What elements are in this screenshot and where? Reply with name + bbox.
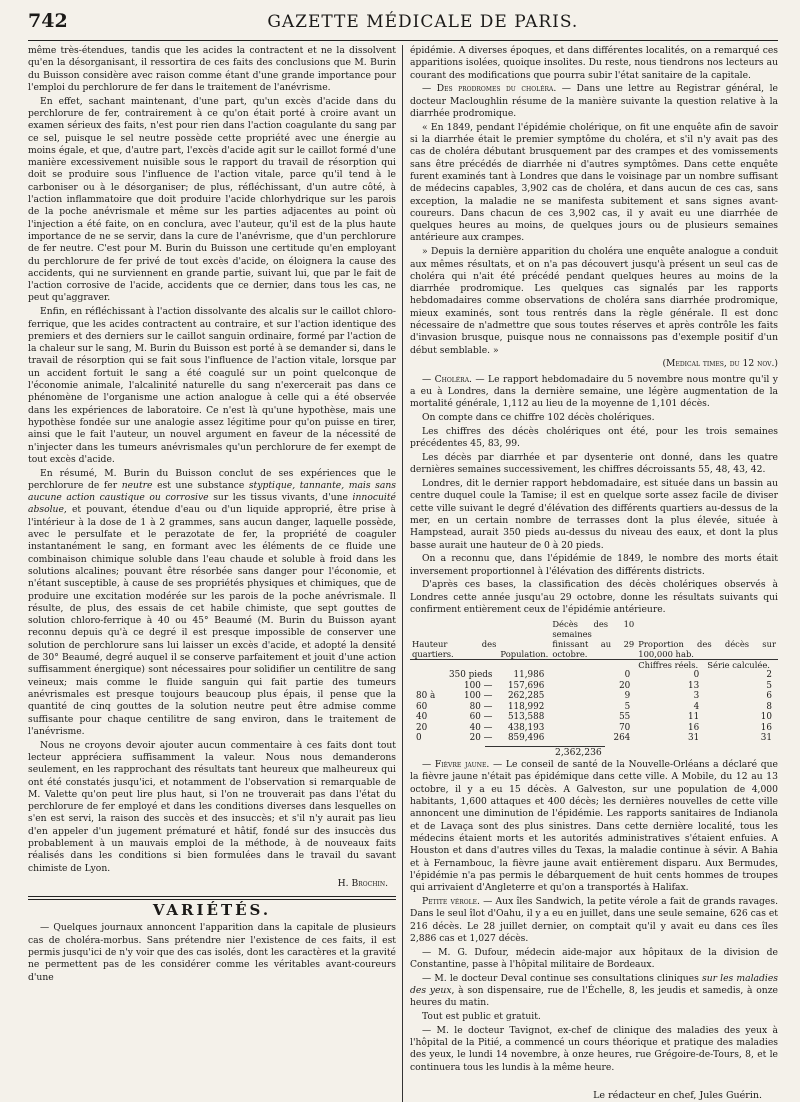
table-cell: 11,986 (513, 670, 545, 681)
text-run: — Aux îles Sandwich, la petite vérole a fait de grands ravages. Dans le seul îlot d'Oahu, il y a eu en juillet, dans une seule semaine, 626 cas et 216 décès. Le 28 juillet dernier, on comptait qu'il y avait eu dans ces îles 2,886 cas et 1,027 décès. (410, 895, 778, 944)
table-cell: 10 (760, 712, 772, 723)
table-cell: 31 (688, 733, 700, 744)
text-run: — Dans une lettre au Registrar général, le docteur Macloughlin résume de la manière suivante la question relative à la diarrhée prodromique. (410, 83, 778, 119)
table-cell: 40 — (469, 722, 493, 733)
table-cell: 20 (619, 680, 631, 691)
table-cell: 118,992 (507, 701, 545, 712)
table-cell: 438,193 (507, 722, 545, 733)
paragraph (410, 83, 778, 120)
emphasis: styptique, tannante, mais sans aucune action caustique ou corrosive (28, 479, 396, 504)
text-run: , et pouvant, étendue d'eau ou d'un liquide approprié, être prise à l'intérieur à la dose de 1 à 2 grammes, sans aucun danger, laquelle possède, avec le persulfate et le perazotate de fer, la propriété de coaguler instantanément le sang, en formant avec les éléments de ce fluide une combinaison chimique soluble dans l'eau chaude et soluble à froid dans les solutions alcalines; pouvant être résorbée sans danger pour l'économie, et n'étant susceptible, à cause de ses propriétés physiques et chimiques, que de produire une excitation modérée sur les parois de la poche anévrismale. Il résulte, de plus, des essais de cet habile chimiste, que sept gouttes de solution chloro-ferrique à 40 ou 45° Beaumé (M. Burin du Buisson ayant reconnu depuis qu'à ce degré il est presque impossible de conserver une solution de perchlorure sans lui laisser un excès d'acide, et adopté la densité de 30° Beaumé, degré auquel il se conserve parfaitement et jouit d'une action suffisamment énergique) sont nécessaires pour solidifier un centilitre de sang veineux; mais comme le fluide sanguin qui fait partie des tumeurs anévrismales est presque toujours beaucoup plus épais, il pense que la quantité de cinq gouttes de la solution neutre peut être admise comme suffisante pour chaque centilitre de sang environ, dans le traitement de l'anévrisme. (28, 504, 396, 737)
paragraph: En effet, sachant maintenant, d'une part, qu'un excès d'acide dans du perchlorure de fer, contrairement à ce qu'on était porté à croire avant un examen sérieux des faits, n'est pour rien dans l'action coagulante du sang par ce sel, puisque le sel neutre possède cette propriété avec une énergie au moins égale, et que, d'autre part, l'excès d'acide agit sur le caillot formé d'une manière excessivement nuisible sous le rapport du travail de résorption qui doit se produire sous l'influence de l'action vitale, parce qu'il tend à le carboniser ou à le désorganiser; de plus, réfléchissant, d'un autre côté, à l'action inflammatoire que doit produire l'acide chlorhydrique sur les parois de la poche anévrismale et même sur les parties adjacentes au point où l'injection a été faite, on en conclura, avec l'auteur, qu'il est de la plus haute importance de ne se servir, dans la cure de l'anévrisme, que d'un perchlorure de fer neutre. C'est pour M. Burin du Buisson une certitude qu'en employant du perchlorure de fer privé de tout excès d'acide, on éloignera la cause des accidents, qui ne surviennent en grande partie, suivant lui, que par le fait de l'action corrosive de l'acide, accidents que ce dernier, dans tous les cas, ne peut qu'aggraver. (28, 95, 396, 304)
column-header (636, 619, 778, 639)
column-header: finissant au 29 octobre. (552, 639, 635, 660)
paragraph: Tout est public et gratuit. (422, 1011, 541, 1023)
table-cell: 3 (693, 691, 700, 702)
paragraph: Enfin, en réfléchissant à l'action dissolvante des alcalis sur le caillot chloro-ferrique, que les acides contractent au contraire, et sur l'action identique des premiers et des derniers sur le caillot sanguin ordinaire, formé par l'action de la chaleur sur le sang, M. Burin du Buisson est porté à se demander si, dans le travail de résorption qui se fait sous l'influence de l'action vitale, lorsque par un accident fortuit le sang a été coagulé sur un point quelconque de l'économie animale, l'alcalinité naturelle du sang n'exercerait pas dans ce phénomène de l'organisme une action analogue à celle qui a été observée dans les expériences de laboratoire. Ce n'est là qu'une hypothèse, mais une hypothèse fondée sur une analogie assez légitime pour qu'on puisse en tirer, ainsi que le fait l'auteur, un nouvel argument en faveur de la nécessité de n'injecter dans les tumeurs anévrismales qu'un perchlorure de fer exempt de tout excès d'acide. (28, 306, 396, 465)
journal-title: GAZETTE MÉDICALE DE PARIS. (267, 12, 579, 32)
table-cell: 80 — (469, 701, 493, 712)
table-row (410, 691, 778, 702)
table-cell: 55 (619, 712, 631, 723)
table-cell: 513,588 (507, 712, 545, 723)
article-heading: — Choléra. (422, 373, 472, 385)
table-cell: 100 — (464, 691, 493, 702)
column-header: Population. (498, 639, 550, 660)
table-cell: 0 (416, 733, 422, 744)
column-header: Chiffres réels. (638, 660, 699, 671)
article-heading: — Des prodromes du choléra. (422, 83, 557, 95)
paragraph: — M. G. Dufour, médecin aide-major aux hôpitaux de la division de Constantine, passe à l'hôpital militaire de Bordeaux. (410, 946, 778, 970)
table-cell: 262,285 (507, 691, 545, 702)
author-signature: H. Brochin. (337, 877, 388, 889)
article-heading: Petite vérole. (422, 895, 480, 907)
quote-paragraph: « En 1849, pendant l'épidémie cholérique, on fit une enquête afin de savoir si la diarrhée était le premier symptôme du choléra, et s'il n'y avait pas des cas de choléra débutant brusquement par des crampes et des vomissements sans être précédés de diarrhée ni d'autres symptômes. Dans cette enquête furent examinés tant à Londres que dans le voisinage par un nombre suffisant de médecins capables, 3,902 cas de choléra, et dans aucun de ces cas, sans exception, la maladie ne se manifesta subitement et sans signes avant-coureurs. Dans chacun de ces 3,902 cas, il y avait eu une diarrhée de quelques heures au moins, de quelques jours ou de plusieurs semaines antérieure aux crampes. (410, 121, 778, 244)
text-run: sur les tissus vivants, d'une (208, 492, 353, 504)
table-cell: 16 (688, 722, 700, 733)
paragraph: Londres, dit le dernier rapport hebdomadaire, est située dans un bassin au centre duquel coule la Tamise; il est en quelque sorte assez facile de diviser cette ville suivant le degré d'élévation des différents quartiers au-dessus de la mer, en un certain nombre de terrasses dont la plus élevée, située à Hampstead, aurait 350 pieds au-dessus du niveau des eaux, et dont la plus basse aurait une hauteur de 0 à 20 pieds. (410, 478, 778, 551)
table-cell: 264 (613, 733, 631, 744)
paragraph: Les décès par diarrhée et par dysenterie ont donné, dans les quatre dernières semaines successivement, les chiffres décroissants 55, 48, 43, 42. (410, 452, 778, 476)
paragraph: Les chiffres des décès cholériques ont été, pour les trois semaines précédentes 45, 83, 99. (410, 425, 778, 450)
page-header (28, 10, 778, 41)
mortality-table (410, 619, 778, 744)
table-cell: 0 (693, 670, 700, 681)
table-cell: 4 (693, 701, 700, 712)
column-divider (402, 45, 403, 1102)
table-cell: 80 à (416, 691, 436, 702)
paragraph (28, 468, 396, 739)
columns (28, 45, 778, 1102)
table-cell: 8 (766, 701, 772, 712)
table-cell: 16 (760, 722, 772, 733)
table-cell: 157,696 (507, 680, 545, 691)
table-body (410, 670, 778, 744)
section-title: VARIÉTÉS. (152, 901, 272, 920)
table-cell: 70 (619, 722, 631, 733)
text-run: — M. le docteur Deval continue ses consultations cliniques (422, 972, 702, 984)
paragraph (410, 896, 778, 945)
table-cell (410, 670, 442, 681)
table-cell (410, 681, 442, 692)
table-cell: 2 (766, 670, 772, 681)
paragraph (410, 973, 778, 1010)
emphasis: innocuité absolue (28, 492, 396, 516)
table-cell: 100 — (464, 680, 493, 691)
column-header (410, 660, 636, 671)
table-row (410, 733, 778, 744)
table-cell: 60 — (469, 712, 493, 723)
column-header (498, 619, 550, 639)
table-cell: 9 (624, 691, 631, 702)
table-cell: 11 (688, 712, 700, 723)
quote-source: (Medical times, du 12 nov.) (662, 358, 778, 370)
column-header: Série calculée. (707, 660, 770, 671)
column-header (410, 619, 498, 639)
paragraph: épidémie. A diverses époques, et dans différentes localités, on a remarqué ces apparitions isolées, quoique insolites. Du reste, nous tiendrons nos lecteurs au courant des modifications que pourra subir l'état sanitaire de la capitale. (410, 45, 778, 81)
table-row (410, 712, 778, 723)
text-run: — Le conseil de santé de la Nouvelle-Orléans a déclaré que la fièvre jaune n'était pas épidémique dans cette ville. A Mobile, du 12 au 13 octobre, il y a eu 15 décès. A Galveston, sur une population de 4,000 habitants, 1,600 attaques et 400 décès; les dernières nouvelles de cette ville annoncent une diminution de l'épidémie. Les rapports sanitaires de Indianola et de Lavaça sont des plus sinistres. Dans cette dernière localité, tous les médecins étaient morts et les autorités administratives s'étaient enfuies. A Houston et dans d'autres villes du Texas, la maladie continue à sévir. A Bahia et à Fernambouc, la fièvre jaune avait entièrement disparu. Aux Bermudes, l'épidémie n'a pas permis le débarquement de huit cents hommes de troupes qui arrivaient d'Angleterre et qu'on a transportés à Halifax. (410, 759, 778, 894)
paragraph: même très-étendues, tandis que les acides la contractent et ne la dissolvent qu'en la désorganisant, il ressortira de ces faits des conclusions que M. Burin du Buisson considère avec raison comme étant d'une grande importance pour l'emploi du perchlorure de fer dans le traitement de l'anévrisme. (28, 45, 396, 93)
quote-paragraph: » Depuis la dernière apparition du choléra une enquête analogue a conduit aux mêmes résultats, et on n'a pas découvert jusqu'à présent un seul cas de choléra qui n'ait été précédé pendant quelques heures au moins de la diarrhée prodromique. Les quelques cas signalés par les rapports hebdomadaires comme observations de choléra sans diarrhée prodromique, mieux examinés, sont tous rentrés dans la règle générale. Il est donc nécessaire de n'admettre que sous toutes réserves et après contrôle les faits d'invasion brusque, puisque nous ne connaissons pas d'exemple positif d'un début semblable. » (410, 246, 778, 356)
paragraph: On compte dans ce chiffre 102 décès cholériques. (422, 412, 655, 424)
text-run: En résumé, M. Burin du Buisson conclut de ses expériences que le perchlorure de fer (28, 467, 396, 491)
paragraph: Nous ne croyons devoir ajouter aucun commentaire à ces faits dont tout lecteur appréciera suffisamment la valeur. Nous nous demanderons seulement, en les rapprochant des résultats tant heureux que malheureux qui ont été constatés jusqu'ici, et notamment de l'observation si remarquable de M. Valette qu'on peut lire plus haut, si l'on ne trouverait pas dans l'état du perchlorure de fer employé et dans les conditions diverses dans lesquelles on s'en est servi, la raison des succès et des insuccès; et s'il n'y aurait pas lieu d'en appeler d'un jugement prématuré et hâtif, fondé sur des insuccès dus probablement à un mauvais emploi de la méthode, à de nouveaux faits réalisés dans les conditions si bien formulées dans le travail du savant chimiste de Lyon. (28, 739, 396, 874)
text-run: est une substance (152, 479, 249, 491)
article-heading: — Fièvre jaune. (422, 759, 490, 771)
table-cell: 13 (688, 680, 700, 691)
editor-signature: Le rédacteur en chef, Jules Guérin. (593, 1090, 762, 1102)
table-cell: 31 (760, 733, 772, 744)
emphasis: sur les maladies des yeux (410, 972, 778, 996)
table-row (410, 702, 778, 713)
page-number: 742 (28, 10, 68, 32)
table-cell: 859,496 (507, 733, 545, 744)
table-row (410, 723, 778, 734)
paragraph: — M. le docteur Tavignot, ex-chef de clinique des maladies des yeux à l'hôpital de la Pitié, a commencé un cours théorique et pratique des maladies des yeux, le lundi 14 novembre, à onze heures, rue Grégoire-de-Tours, 8, et le continuera tous les lundis à la même heure. (410, 1024, 778, 1073)
section-divider (28, 896, 396, 900)
text-run: — Le rapport hebdomadaire du 5 novembre nous montre qu'il y a eu à Londres, dans la dernière semaine, une légère augmentation de la mortalité générale, 1,112 au lieu de la moyenne de 1,101 décès. (410, 373, 778, 410)
population-total: 2,362,236 (485, 746, 605, 759)
table-cell: 5 (766, 680, 772, 691)
emphasis: neutre (121, 479, 153, 491)
paragraph: On a reconnu que, dans l'épidémie de 1849, le nombre des morts était inversement proportionnel à l'élévation des différents districts. (410, 553, 778, 577)
table-cell: 20 — (469, 733, 493, 744)
column-header: Hauteur des quartiers. (412, 639, 497, 660)
table-cell: 60 (416, 701, 428, 712)
column-header: Décès des 10 semaines (552, 619, 635, 640)
paragraph: — Quelques journaux annoncent l'apparition dans la capitale de plusieurs cas de choléra-morbus. Sans prétendre nier l'existence de ces faits, il est permis jusqu'ici de n'y voir que des cas isolés, dont les caractères et la gravité ne permettent pas de les considérer comme les véritables avant-coureurs d'une (28, 922, 396, 983)
table-cell: 6 (766, 691, 772, 702)
left-column (28, 45, 396, 1102)
table-cell: 20 (416, 722, 428, 733)
table-cell: 350 pieds (449, 670, 493, 681)
column-header: Proportion des décès sur 100,000 hab. (638, 639, 776, 660)
paragraph (410, 374, 778, 411)
table-cell: 0 (624, 670, 631, 681)
table-row (410, 681, 778, 692)
table-cell: 40 (416, 712, 428, 723)
table-row (410, 670, 778, 681)
paragraph: D'après ces bases, la classification des décès cholériques observés à Londres cette année jusqu'au 29 octobre, donne les résultats suivants qui confirment entièrement ceux de l'épidémie antérieure. (410, 579, 778, 616)
text-run: , à son dispensaire, rue de l'Échelle, 8, les jeudis et samedis, à onze heures du matin. (410, 985, 778, 1009)
table-cell: 5 (624, 701, 631, 712)
paragraph (410, 759, 778, 894)
right-column (410, 45, 778, 1102)
